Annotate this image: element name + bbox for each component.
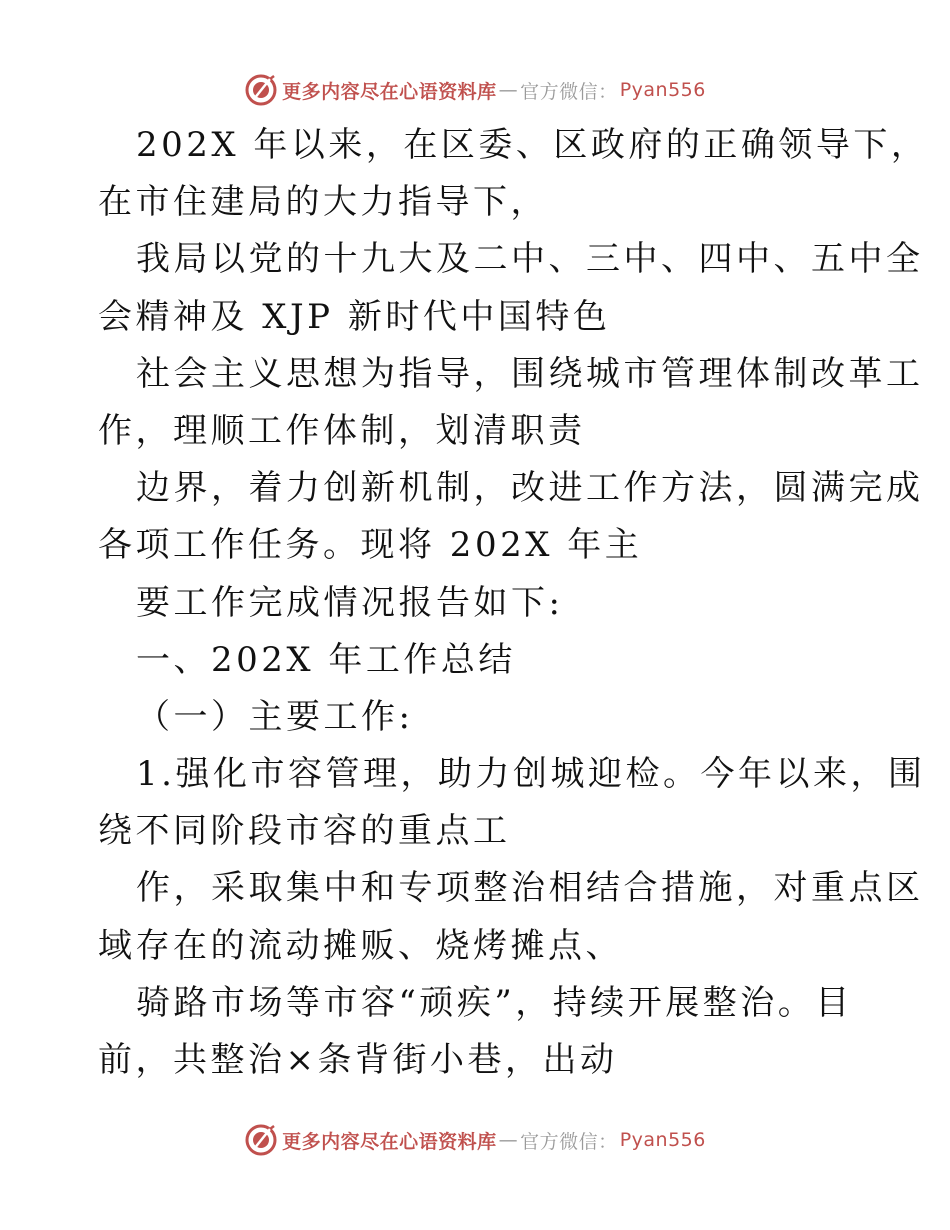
text-line-3: 我局以党的十九大及二中、三中、四中、五中全 <box>136 239 924 280</box>
footer-watermark <box>0 1120 950 1160</box>
text-line-16: 骑路市场等市容“顽疾”，持续开展整治。目 <box>136 982 853 1023</box>
brand-logo-icon <box>244 1123 278 1157</box>
text-line-1: 202X 年以来，在区委、区政府的正确领导下， <box>136 125 929 165</box>
watermark-label: 官方微信： <box>520 80 618 103</box>
text-line-15: 域存在的流动摊贩、烧烤摊点、 <box>98 925 623 966</box>
text-line-13: 绕不同阶段市容的重点工 <box>98 811 511 852</box>
brand-logo-icon <box>244 73 278 107</box>
text-line-2: 在市住建局的大力指导下， <box>98 182 548 223</box>
watermark-label: 官方微信： <box>520 1130 618 1153</box>
watermark-id: Pyan556 <box>619 79 706 101</box>
text-line-17: 前，共整治×条背街小巷，出动 <box>98 1040 618 1080</box>
text-line-4: 会精神及 XJP 新时代中国特色 <box>98 296 611 337</box>
text-line-12: 1.强化市容管理，助力创城迎检。今年以来，围 <box>136 754 926 795</box>
text-line-5: 社会主义思想为指导，围绕城市管理体制改革工 <box>136 353 924 394</box>
text-line-8: 各项工作任务。现将 202X 年主 <box>98 525 643 566</box>
watermark-id: Pyan556 <box>619 1129 706 1151</box>
header-watermark <box>0 70 950 110</box>
section-heading: 一、202X 年工作总结 <box>136 639 516 680</box>
text-line-14: 作，采取集中和专项整治相结合措施，对重点区 <box>136 868 924 909</box>
watermark-separator: — <box>498 1129 519 1151</box>
watermark-brand: 更多内容尽在心语资料库 <box>282 1130 497 1153</box>
subsection-heading: （一）主要工作: <box>136 696 414 737</box>
text-line-7: 边界，着力创新机制，改进工作方法，圆满完成 <box>136 468 924 509</box>
text-line-6: 作，理顺工作体制，划清职责 <box>98 410 586 451</box>
text-line-9: 要工作完成情况报告如下: <box>136 582 564 623</box>
watermark-brand: 更多内容尽在心语资料库 <box>282 80 497 103</box>
document-body <box>98 117 929 1089</box>
watermark-separator: — <box>498 79 519 101</box>
